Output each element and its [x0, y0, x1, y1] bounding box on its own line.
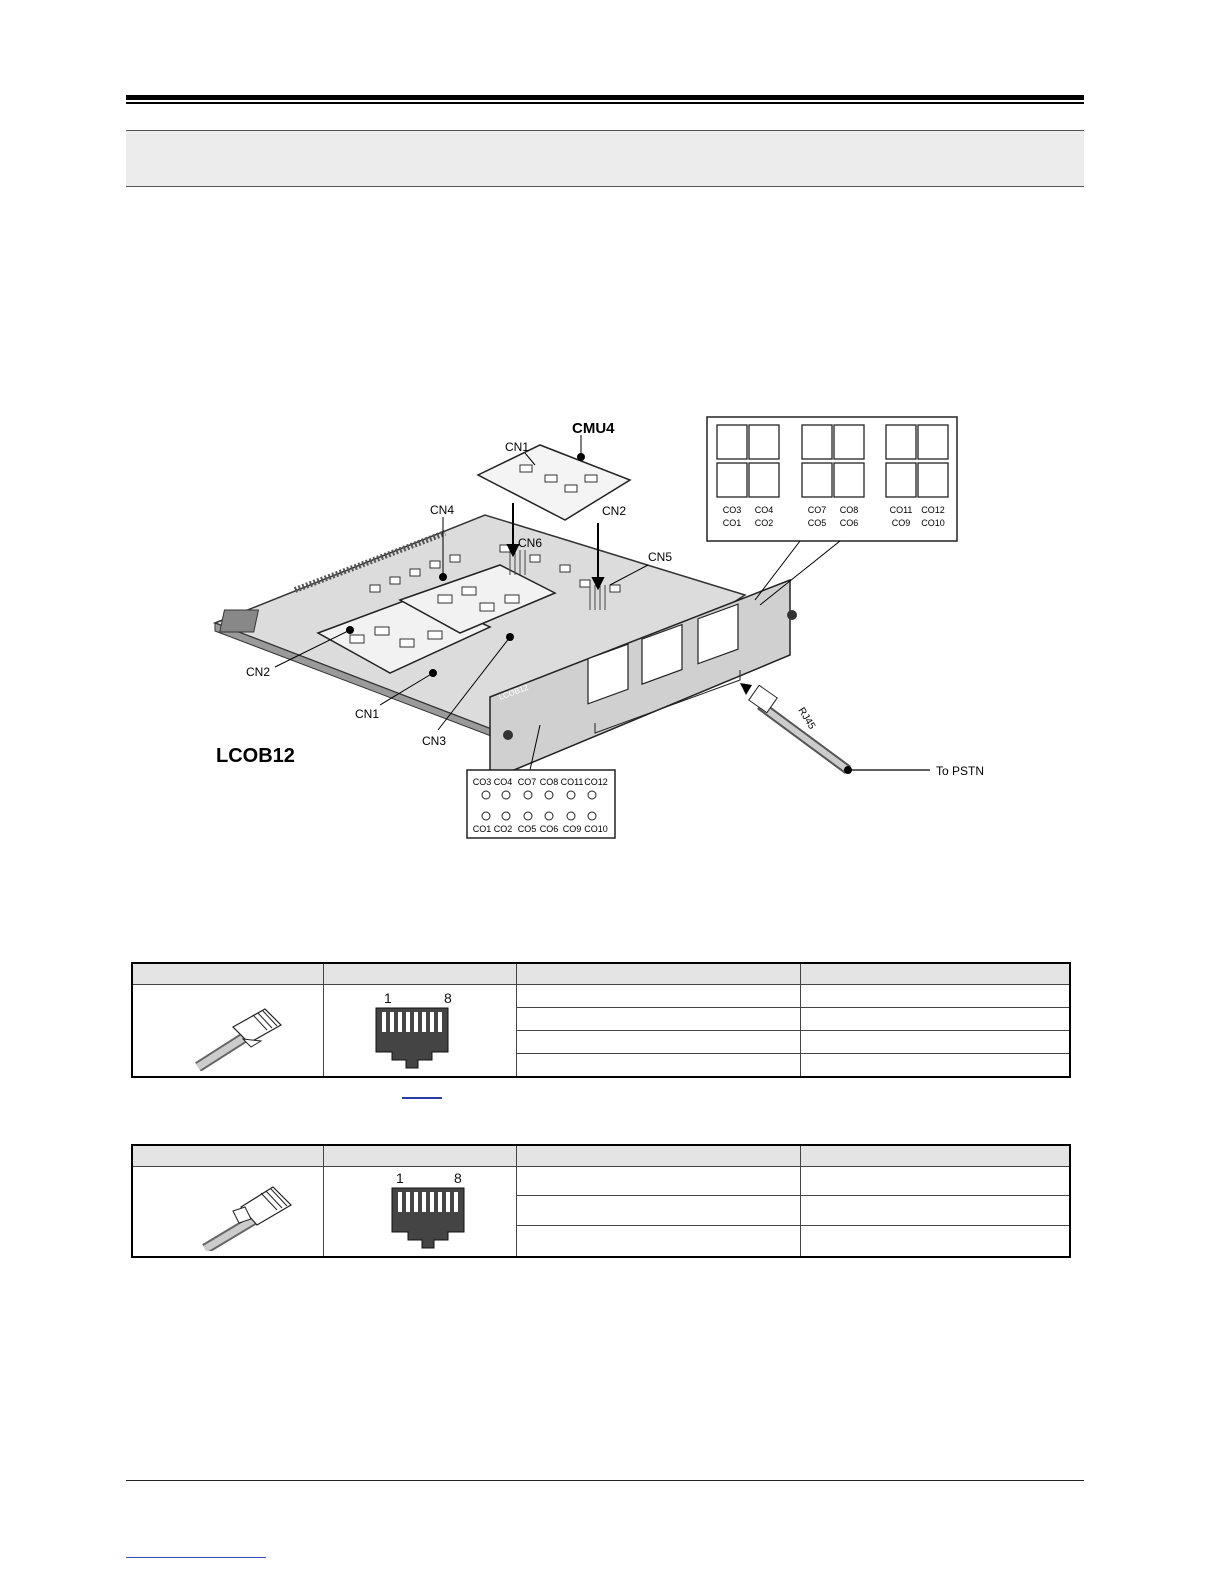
t1-pin-1-label: 1 — [384, 989, 392, 1006]
t2-cell — [517, 1167, 801, 1196]
board-diagram — [200, 405, 1000, 845]
led-co4: CO4 — [493, 777, 513, 787]
t1-header-cell — [801, 963, 1070, 985]
callout-co12: CO12 — [921, 505, 945, 515]
hyperlink-underline[interactable] — [402, 1097, 442, 1099]
t1-cell — [801, 1053, 1070, 1077]
t1-cell — [801, 1007, 1070, 1030]
led-co9: CO9 — [562, 824, 582, 834]
t2-pin-1-label: 1 — [396, 1169, 404, 1186]
t2-header-cell — [132, 1145, 324, 1167]
callout-co11: CO11 — [889, 505, 913, 515]
led-co5: CO5 — [517, 824, 537, 834]
t1-header-cell — [132, 963, 324, 985]
section-title-band — [126, 130, 1084, 187]
led-co6: CO6 — [539, 824, 559, 834]
led-co1: CO1 — [472, 824, 492, 834]
rj45-jack-icon — [374, 1006, 454, 1070]
board-cn1-label: CN1 — [355, 707, 380, 721]
rj45-jack-icon-2 — [390, 1186, 470, 1252]
rj45-plug-image-2 — [133, 1167, 323, 1251]
rj45-label: RJ45 — [795, 705, 818, 732]
t1-cell — [517, 1007, 801, 1030]
t2-header-cell — [517, 1145, 801, 1167]
table-row — [132, 1167, 1070, 1196]
callout-co10: CO10 — [921, 518, 945, 528]
board-cn4-label: CN4 — [430, 503, 455, 517]
callout-co7: CO7 — [807, 505, 827, 515]
led-co10: CO10 — [584, 824, 608, 834]
board-cn6-label: CN6 — [518, 536, 543, 550]
pin-table-2-header — [132, 1145, 1070, 1167]
t2-header-cell — [801, 1145, 1070, 1167]
cmu4-title: CMU4 — [572, 420, 615, 437]
led-co12: CO12 — [584, 777, 608, 787]
pin-table-1-header — [132, 963, 1070, 985]
t1-pin-8-label: 8 — [444, 989, 452, 1006]
t1-header-cell — [324, 963, 517, 985]
t2-pin-8-label: 8 — [454, 1169, 462, 1186]
t1-header-cell — [517, 963, 801, 985]
led-co8: CO8 — [539, 777, 559, 787]
board-cn3-label: CN3 — [422, 734, 447, 748]
t2-cell — [801, 1195, 1070, 1226]
rj45-plug-image — [133, 985, 323, 1071]
t1-cable-cell — [132, 985, 324, 1078]
callout-co5: CO5 — [807, 518, 827, 528]
lcob12-installation-figure — [200, 405, 1000, 845]
board-cn5-label: CN5 — [648, 550, 673, 564]
t1-pinout-cell — [324, 985, 517, 1078]
t2-cell — [801, 1226, 1070, 1257]
callout-co4: CO4 — [754, 505, 774, 515]
pin-table-1 — [131, 962, 1071, 1078]
led-co2: CO2 — [493, 824, 513, 834]
t1-cell — [517, 1053, 801, 1077]
t2-header-cell — [324, 1145, 517, 1167]
header-rule-thin — [126, 102, 1084, 104]
table-row — [132, 985, 1070, 1008]
lcob12-title: LCOB12 — [216, 745, 295, 767]
callout-co8: CO8 — [839, 505, 859, 515]
header-rule-thick — [126, 95, 1084, 100]
callout-co2: CO2 — [754, 518, 774, 528]
callout-co9: CO9 — [891, 518, 911, 528]
t1-cell — [801, 1030, 1070, 1053]
faceplate-label: LCOB12 — [497, 682, 530, 702]
t2-cable-cell — [132, 1167, 324, 1258]
t1-cell — [517, 985, 801, 1008]
t1-cell — [801, 985, 1070, 1008]
led-co11: CO11 — [560, 777, 584, 787]
footer-link-underline[interactable] — [126, 1557, 266, 1558]
t2-pinout-cell — [324, 1167, 517, 1258]
cmu4-cn2-label: CN2 — [602, 504, 627, 518]
pin-table-2 — [131, 1144, 1071, 1258]
t1-cell — [517, 1030, 801, 1053]
cmu4-cn1-label: CN1 — [505, 440, 530, 454]
t2-cell — [517, 1195, 801, 1226]
t2-cell — [801, 1167, 1070, 1196]
board-cn2-label: CN2 — [246, 665, 271, 679]
callout-co6: CO6 — [839, 518, 859, 528]
callout-co1: CO1 — [722, 518, 742, 528]
led-co3: CO3 — [472, 777, 492, 787]
t2-cell — [517, 1226, 801, 1257]
led-co7: CO7 — [517, 777, 537, 787]
to-pstn-label: To PSTN — [936, 764, 985, 778]
footer-rule — [126, 1480, 1084, 1481]
callout-co3: CO3 — [722, 505, 742, 515]
